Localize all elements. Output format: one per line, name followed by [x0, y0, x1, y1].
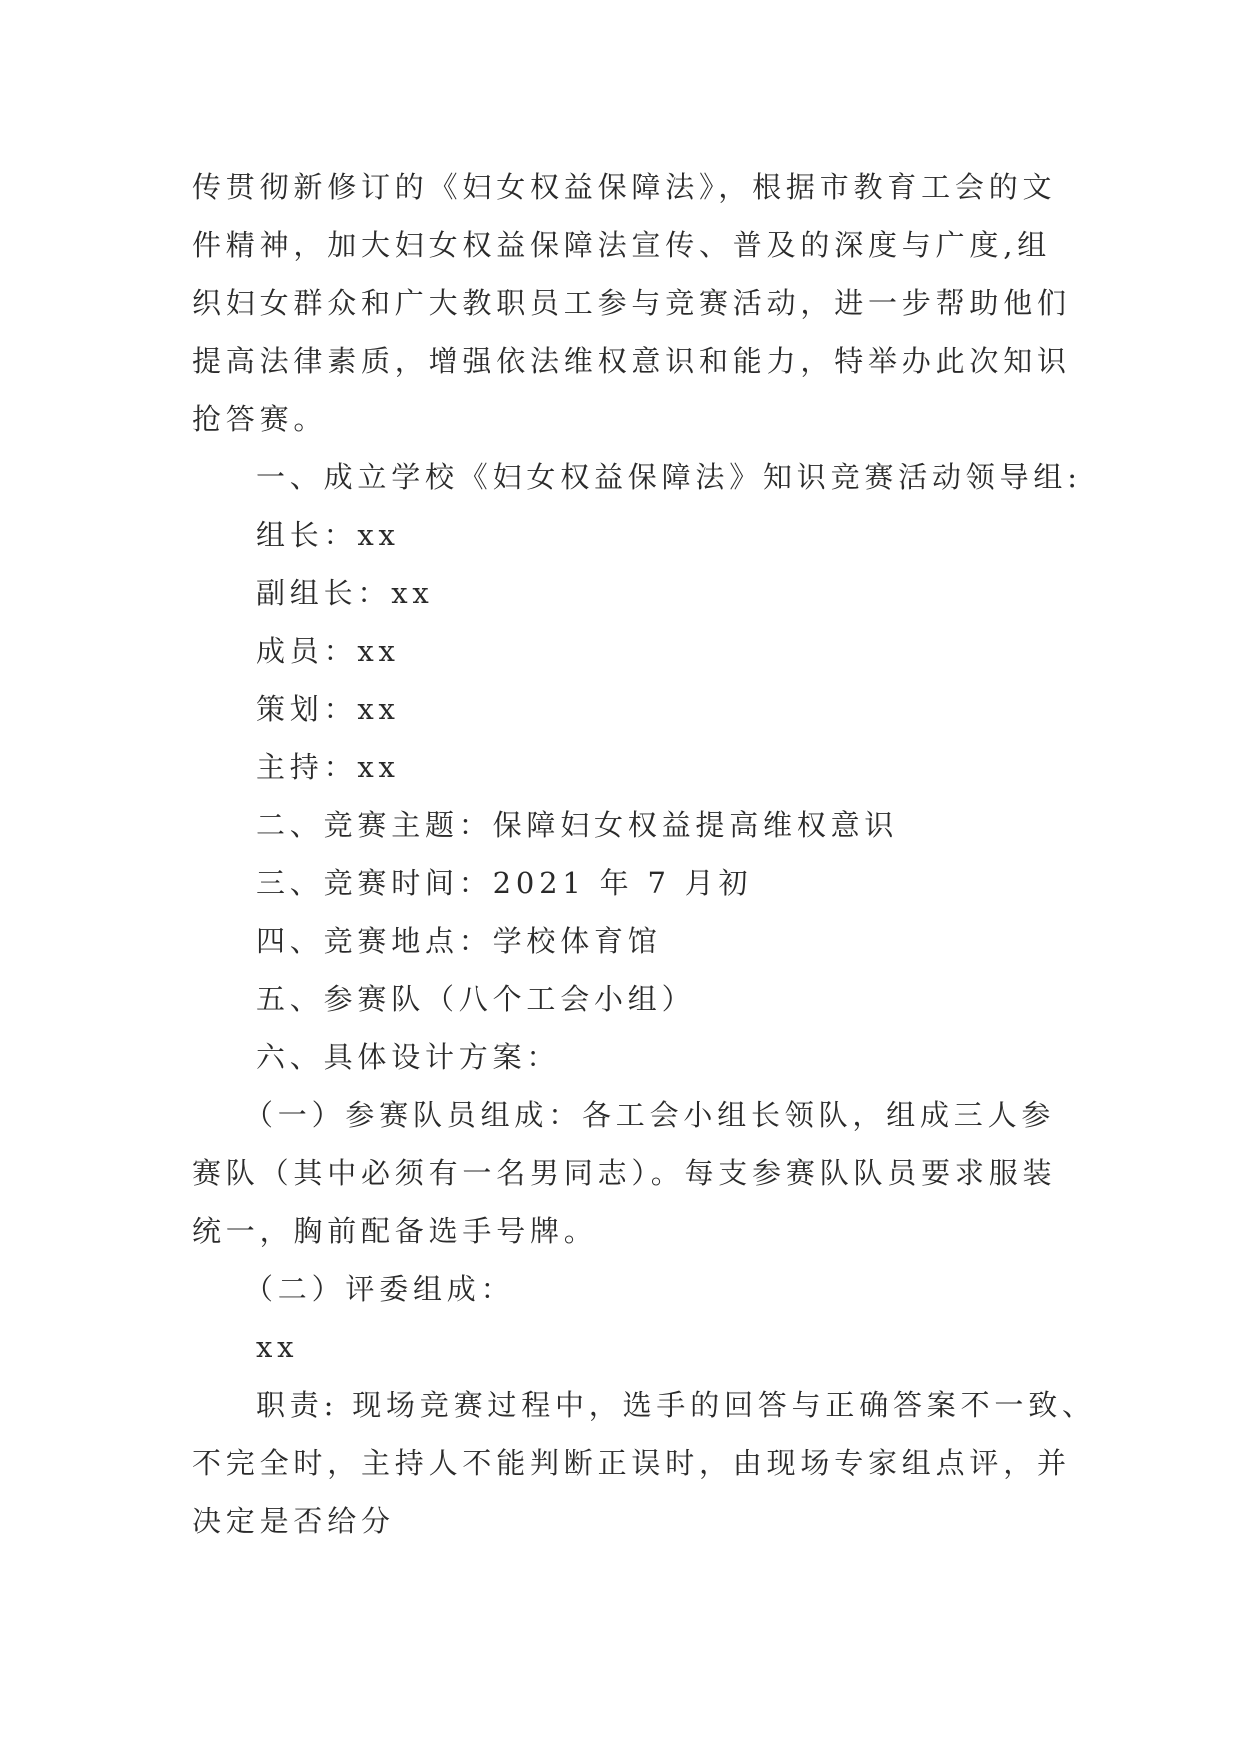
- section-1-heading: 一、成立学校《妇女权益保障法》知识竞赛活动领导组:: [256, 460, 1082, 494]
- leader-line: 组长：xx: [256, 518, 400, 552]
- intro-line-1: 传贯彻新修订的《妇女权益保障法》，根据市教育工会的文: [192, 170, 1057, 204]
- duty-paragraph: [192, 1376, 1096, 1550]
- intro-line-4: 提高法律素质，增强依法维权意识和能力，特举办此次知识: [192, 344, 1071, 378]
- planner-line: 策划：xx: [256, 692, 400, 726]
- document-body: [192, 158, 1096, 1550]
- host-line: 主持：xx: [256, 750, 400, 784]
- subsection-1-paragraph: [192, 1086, 1062, 1260]
- members-line: 成员：xx: [256, 634, 400, 668]
- intro-paragraph: [192, 158, 1071, 448]
- vice-leader-line: 副组长：xx: [256, 576, 434, 610]
- duty-line-3: 决定是否给分: [192, 1504, 395, 1538]
- intro-line-5: 抢答赛。: [192, 402, 328, 436]
- section-4-location: 四、竞赛地点：学校体育馆: [256, 924, 662, 958]
- subsection-1-line-2: 赛队（其中必须有一名男同志）。每支参赛队队员要求服装: [192, 1156, 1057, 1190]
- section-6-heading: 六、具体设计方案：: [256, 1040, 561, 1074]
- intro-line-2: 件精神，加大妇女权益保障法宣传、普及的深度与广度,组: [192, 228, 1052, 262]
- section-2-theme: 二、竞赛主题：保障妇女权益提高维权意识: [256, 808, 899, 842]
- duty-line-2: 不完全时，主持人不能判断正误时，由现场专家组点评，并: [192, 1446, 1071, 1480]
- duty-line-1: 职责: 现场竞赛过程中，选手的回答与正确答案不一致、: [256, 1388, 1096, 1422]
- subsection-1-line-1: （一）参赛队员组成：各工会小组长领队，组成三人参: [244, 1098, 1056, 1132]
- judges-line: xx: [256, 1330, 299, 1364]
- subsection-2-heading: （二）评委组成：: [244, 1272, 515, 1306]
- section-5-teams: 五、参赛队（八个工会小组）: [256, 982, 696, 1016]
- section-3-time: 三、竞赛时间：2021 年 7 月初: [256, 866, 753, 900]
- intro-line-3: 织妇女群众和广大教职员工参与竞赛活动，进一步帮助他们: [192, 286, 1071, 320]
- subsection-1-line-3: 统一，胸前配备选手号牌。: [192, 1214, 598, 1248]
